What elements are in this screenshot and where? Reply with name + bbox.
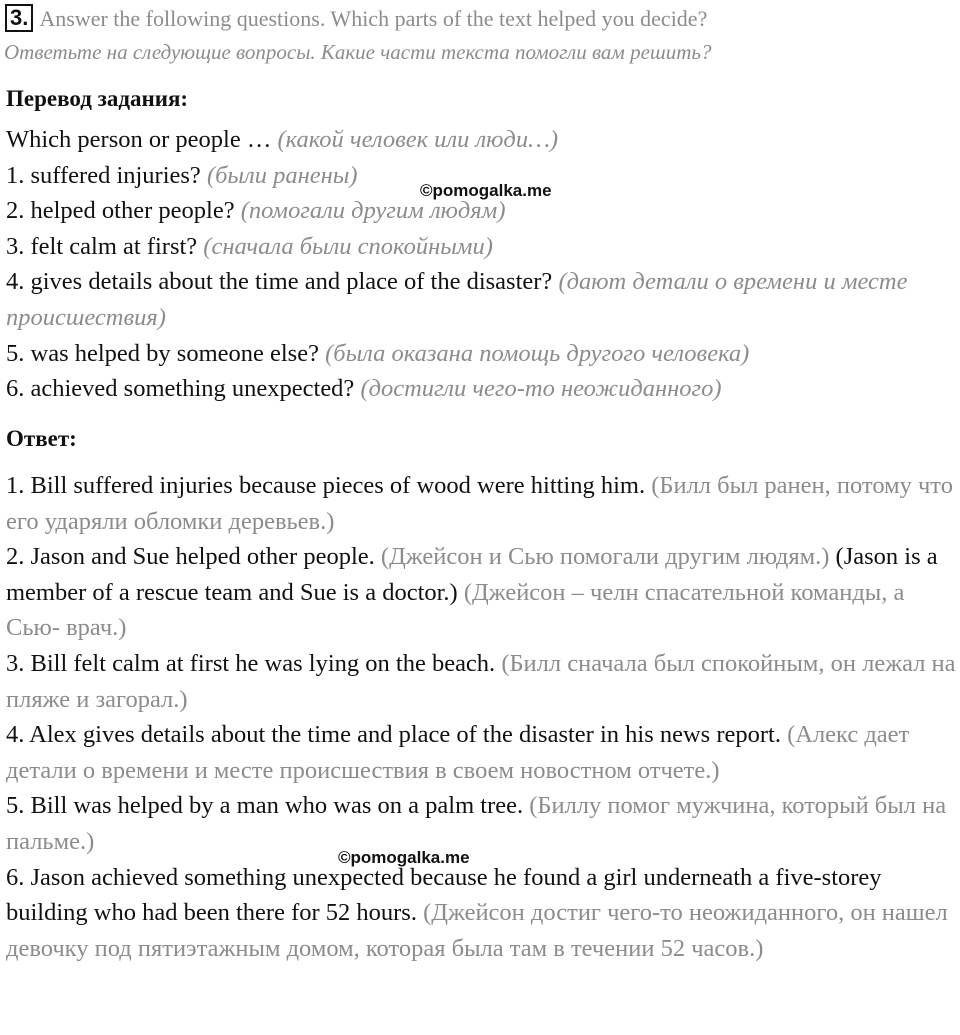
answer-1 [6, 468, 956, 539]
answer-block [6, 468, 956, 966]
question-ru: (достигли чего-то неожиданного) [360, 375, 722, 403]
translation-title: Перевод задания: [6, 86, 189, 111]
question-ru: (была оказана помощь другого человека) [325, 339, 750, 367]
question-ru: (дают детали о времени и месте происшествия) [6, 268, 908, 331]
translation-block [6, 122, 956, 407]
question-ru: (помогали другим людям) [240, 197, 506, 225]
translation-intro [6, 122, 956, 158]
task-instruction-en: Answer the following questions. Which parts of the text helped you decide? [39, 6, 708, 31]
task-number-box: 3. [5, 4, 33, 32]
intro-ru: (какой человек или люди…) [277, 126, 559, 153]
answer-en: 6. Jason achieved something unexpected because he found a girl underneath a five-storey building who had been there for 52 hours. [6, 863, 882, 927]
answer-ru: (Биллу помог мужчина, который был на пальме.) [6, 792, 947, 855]
answer-en: 3. Bill felt calm at first he was lying on the beach. [6, 649, 496, 677]
answer-ru: (Билл сначала был спокойным, он лежал на пляже и загорал.) [6, 649, 956, 713]
answer-ru-extra: (Джейсон – челн спасательной команды, а Сью- врач.) [6, 578, 905, 642]
question-en: 2. helped other people? [6, 197, 235, 225]
answer-4 [6, 717, 956, 788]
task-header [5, 4, 707, 34]
answer-en: 2. Jason and Sue helped other people. [6, 543, 375, 571]
answer-ru: (Билл был ранен, потому что его ударяли обломки деревьев.) [6, 472, 953, 535]
task-instruction-ru: Ответьте на следующие вопросы. Какие части текста помогли вам решить? [4, 40, 712, 64]
question-en: 4. gives details about the time and place of the disaster? [6, 268, 553, 296]
answer-5 [6, 788, 956, 859]
question-3 [6, 229, 956, 265]
answer-en: 4. Alex gives details about the time and place of the disaster in his news report. [6, 721, 781, 749]
answer-3 [6, 646, 956, 717]
watermark: ©pomogalka.me [420, 181, 552, 200]
answer-6 [6, 860, 956, 967]
question-en: 5. was helped by someone else? [6, 339, 319, 367]
watermark: ©pomogalka.me [338, 848, 470, 867]
answer-ru: (Джейсон и Сью помогали другим людям.) [380, 543, 830, 571]
question-ru: (сначала были спокойными) [203, 232, 493, 260]
question-6 [6, 371, 956, 407]
answer-ru: (Алекс дает детали о времени и месте происшествия в своем новостном отчете.) [6, 721, 910, 784]
question-5 [6, 336, 956, 372]
intro-en: Which person or people … [6, 126, 272, 153]
answer-en: 1. Bill suffered injuries because pieces of wood were hitting him. [6, 472, 646, 499]
question-en: 1. suffered injuries? [6, 161, 201, 189]
answer-ru: (Джейсон достиг чего-то неожиданного, он нашел девочку под пятиэтажным домом, которая была там в течении 52 часов.) [6, 899, 948, 962]
answer-title: Ответ: [6, 426, 77, 451]
answer-2 [6, 539, 956, 646]
question-ru: (были ранены) [206, 161, 358, 189]
answer-en: 5. Bill was helped by a man who was on a palm tree. [6, 792, 524, 820]
question-en: 3. felt calm at first? [6, 232, 198, 260]
question-4 [6, 264, 956, 335]
answer-en-extra: (Jason is a member of a rescue team and Sue is a doctor.) [6, 543, 938, 606]
question-en: 6. achieved something unexpected? [6, 375, 355, 403]
